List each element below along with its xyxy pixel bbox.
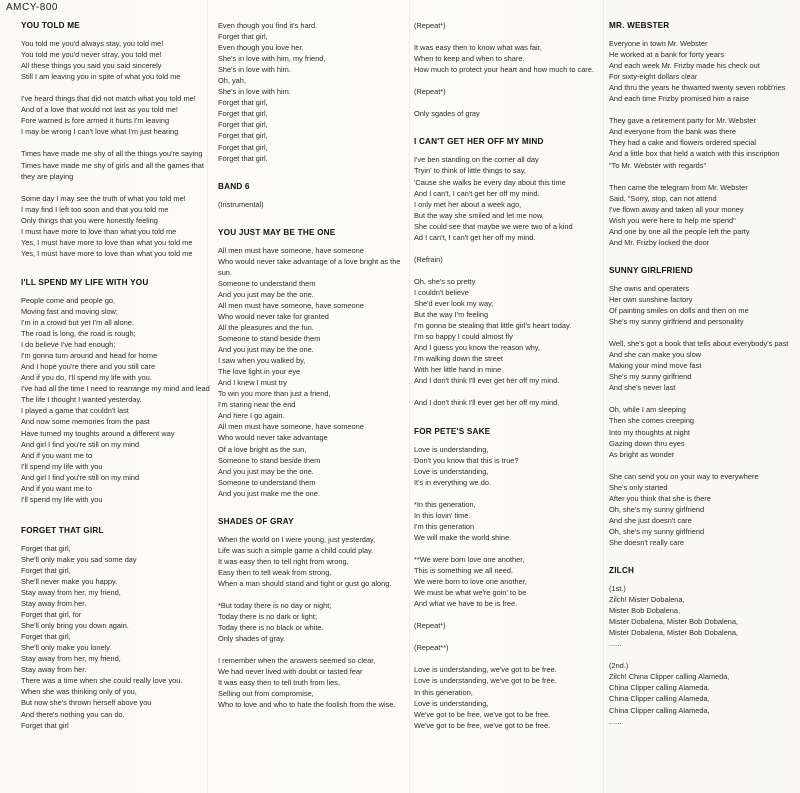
lyric-line: (2nd.) (609, 661, 629, 671)
lyric-line: And I don't think I'll ever get her off my mind. (414, 398, 560, 408)
song-section (414, 426, 604, 731)
lyric-line: And she's never last (609, 383, 676, 393)
lyric-line: Love is understanding, we've got to be free. (414, 676, 557, 686)
song-title: FORGET THAT GIRL (21, 525, 104, 535)
lyric-line: But the way I'm feeling (414, 310, 489, 320)
lyric-line: The road is long, the road is rough; (21, 329, 136, 339)
lyric-line: (Repeat*) (414, 87, 446, 97)
lyric-line: I'm walking down the street (414, 354, 503, 364)
lyric-line: She'll only bring you down again. (21, 621, 129, 631)
lyric-line: She's only started (609, 482, 668, 492)
lyric-line: With her little hand in mine (414, 365, 502, 375)
lyric-line: Someone to understand them (218, 477, 316, 487)
lyric-line: China Clipper calling Alameda. (609, 683, 710, 693)
lyric-line (609, 460, 797, 471)
lyric-line: All the pleasures and the fun. (218, 322, 314, 332)
lyric-line: Who would never take advantage of a love bright as the (218, 256, 401, 266)
lyric-line (414, 631, 604, 642)
lyric-line: Times have made me shy of girls and all the games that (21, 160, 204, 170)
lyric-line: She'll never make you happy. (21, 576, 118, 586)
lyric-line: Forget that girl, (21, 543, 71, 553)
lyric-line: We had never lived with doubt or tasted fear (218, 667, 363, 677)
lyric-line: Into my thoughts at night (609, 427, 690, 437)
lyric-line: And of a love that would not last as you told me! (21, 105, 178, 115)
lyric-line: Selling out from compromise, (218, 689, 314, 699)
lyric-line: All these things you said you said sincerely (21, 61, 162, 71)
lyric-line (414, 97, 604, 108)
lyric-line: Who to love and who to hate the foolish from the wise. (218, 700, 396, 710)
lyric-line: Then she comes creeping (609, 416, 695, 426)
lyric-line: Only sgades of gray (414, 109, 480, 119)
lyric-line: Oh, she's my sunny girlfriend (609, 526, 705, 536)
lyric-line: (Instrumental) (218, 199, 264, 209)
lyric-line: I may find I left too soon and that you told me (21, 204, 169, 214)
lyric-line: *But today there is no day or night; (218, 601, 332, 611)
lyric-line: Forget that girl, (21, 632, 71, 642)
lyric-line: I've flown away and taken all your money (609, 204, 744, 214)
lyric-line: I'm staring near the end (218, 400, 296, 410)
lyric-line (414, 243, 604, 254)
lyric-line: All men must have someone, have someone (218, 300, 364, 310)
lyric-line: In this generation, (414, 687, 473, 697)
lyric-line: Forget that girl, (21, 565, 71, 575)
lyric-line: Even though you love her. (218, 43, 304, 53)
lyric-line: Tryin' to think of little things to say, (414, 166, 526, 176)
lyric-line: Oh, she's so pretty (414, 276, 476, 286)
lyric-line: Zilch! China Clipper calling Alameda, (609, 672, 730, 682)
lyric-line: She'll only make you lonely. (21, 643, 112, 653)
lyric-line: For sixty-eight dollars clear (609, 72, 698, 82)
lyric-line: And I can't, I can't get her off my mind. (414, 188, 540, 198)
song-section (414, 136, 604, 408)
lyric-line: sun. (218, 267, 232, 277)
lyric-line: I've ben standing on the corner all day (414, 155, 539, 165)
lyric-line: I'm gonna turn around and head for home (21, 351, 158, 361)
lyric-line: I couldn't believe (414, 287, 469, 297)
lyric-line: Mister Bob Dobalena, (609, 606, 681, 616)
song-section (21, 277, 210, 505)
lyric-line: She's my sunny girlfriend and personality (609, 317, 744, 327)
lyric-line: She'd ever look my way, (414, 299, 494, 309)
song-section (218, 181, 408, 210)
lyric-line: There was a time when she could really love you. (21, 676, 183, 686)
lyric-line: Forget that girl, (218, 32, 268, 42)
lyric-line: We will make the world shine. (414, 532, 512, 542)
song-title: YOU TOLD ME (21, 21, 80, 30)
lyric-line: When she was thinking only of you, (21, 687, 137, 697)
lyric-line: And she can make you slow (609, 350, 702, 360)
lyric-line: All men must have someone, have someone (218, 422, 364, 432)
lyric-line: The life I thought I wanted yesterday. (21, 395, 142, 405)
lyric-line: Today there is no black or white. (218, 623, 324, 633)
lyric-line: ...... (609, 639, 622, 649)
lyric-line (609, 393, 797, 404)
lyric-line: I played a game that couldn't last (21, 406, 129, 416)
lyric-line (609, 649, 797, 660)
lyric-line: And now some memories from the past (21, 417, 150, 427)
lyric-line: (Refrain) (414, 254, 443, 264)
lyric-line: She owns and operaters (609, 283, 690, 293)
song-section (609, 565, 797, 727)
lyric-line: Forget that girl (21, 720, 69, 730)
lyric-line: I've had all the time I need to rearrange my mind and lead (21, 384, 210, 394)
lyric-line: But now she's thrown herself above you (21, 698, 152, 708)
lyric-line: We must be what we're goin' to be (414, 588, 527, 598)
lyric-line: *In this generation, (414, 499, 476, 509)
lyric-line: Forget that girl, (218, 109, 268, 119)
lyric-line: All men must have someone, have someone (218, 245, 364, 255)
lyric-line: She's in love with him. (218, 65, 291, 75)
lyric-line: Someone to understand them (218, 278, 316, 288)
lyric-line: People come and people go, (21, 295, 116, 305)
lyric-line: Have turned my toughts around a different way (21, 428, 175, 438)
lyric-line: She's my sunny girlfriend (609, 372, 692, 382)
song-section (21, 525, 206, 731)
song-section (218, 20, 408, 164)
lyric-line: Forget that girl, (218, 131, 268, 141)
lyric-line: China Clipper calling Alameda, (609, 705, 710, 715)
lyric-line: Love is understanding, we've got to be free. (414, 665, 557, 675)
lyric-line: Of a love bright as the sun, (218, 444, 307, 454)
lyric-line: You told me you'd always stay, you told me! (21, 39, 164, 48)
lyric-line: Said, "Sorry, stop, can not attend (609, 193, 717, 203)
lyric-line: And I hope you're there and you still care (21, 362, 156, 372)
lyric-line: I do believe I've had enough; (21, 340, 116, 350)
lyric-line: Forget that girl, (218, 98, 268, 108)
lyric-line: Stay away from her, my friend, (21, 588, 121, 598)
lyric-line: We were born to love one another, (414, 577, 527, 587)
lyric-line: I'll spend my life with you (21, 494, 103, 504)
song-section (609, 265, 797, 548)
lyric-line: Even though you find it's hard. (218, 21, 318, 30)
lyric-line: Today there is no dark or light; (218, 612, 318, 622)
lyric-line: How much to protect your heart and how much to care. (414, 65, 594, 75)
lyric-line: We've got to be free, we've got to be free. (414, 709, 551, 719)
lyric-line: Her own sunshine factory (609, 294, 693, 304)
lyric-line (218, 644, 408, 655)
lyric-line (414, 386, 604, 397)
lyric-line: He worked at a bank for forty years (609, 50, 725, 60)
lyric-line: And each week Mr. Frizby made his check out (609, 61, 760, 71)
lyric-line: I'll spend my life with you (21, 461, 103, 471)
lyric-line: Someone to stand beside them (218, 334, 321, 344)
lyric-line: They gave a retirement party for Mr. Webster (609, 116, 756, 126)
lyric-line: We've got to be free, we've got to be free. (414, 720, 551, 730)
lyric-line: Ad I can't, I can't get her off my mind. (414, 232, 536, 242)
lyric-line: Mister Dobalena, Mister Bob Dobalena, (609, 628, 738, 638)
lyric-line: (Repeat*) (414, 621, 446, 631)
lyric-line: Wish you were here to help me spend" (609, 215, 736, 225)
lyric-line: And I guess you know the reason why, (414, 343, 540, 353)
lyric-line: Someone to stand beside them (218, 455, 321, 465)
lyric-line: It was easy then to tell truth from lies, (218, 678, 340, 688)
fold-line (409, 0, 410, 793)
lyric-line: Still I am leaving you in spite of what you told me (21, 72, 181, 82)
lyric-line: "To Mr. Webster with regards" (609, 160, 707, 170)
lyric-line: Oh, she's my sunny girlfriend (609, 504, 705, 514)
lyric-line: I must have more to love than what you told me (21, 226, 177, 236)
lyric-line: It was easy then to tell right from wrong, (218, 556, 349, 566)
lyric-line: Forget that girl, for (21, 610, 82, 620)
lyric-line: **We were born love one another, (414, 554, 525, 564)
lyric-line: And girl I find you're still on my mind (21, 439, 140, 449)
lyric-line: She's in love with him, my friend, (218, 54, 326, 64)
lyric-line: Forget that girl. (218, 153, 268, 163)
lyric-line: Some day I may see the truth of what you told me! (21, 193, 186, 203)
lyric-line: They had a cake and flowers ordered special (609, 138, 757, 148)
lyric-line: And if you want me to (21, 450, 93, 460)
lyric-line: And if you do, I'll spend my life with you. (21, 373, 152, 383)
lyric-line: Then came the telegram from Mr. Webster (609, 182, 748, 192)
lyric-line: Well, she's got a book that tells about everybody's past (609, 339, 789, 349)
lyric-line: I only met her about a week ago, (414, 199, 522, 209)
lyric-line (414, 75, 604, 86)
lyric-line: they are playing (21, 171, 74, 181)
lyric-line: Love is understanding, (414, 444, 489, 454)
song-section (609, 20, 797, 248)
lyric-line (414, 609, 604, 620)
lyric-line: Everyone in town Mr. Webster (609, 39, 708, 48)
lyric-line: Gazing down thru eyes (609, 438, 685, 448)
lyric-line (21, 82, 206, 93)
lyric-line: Oh, while I am sleeping (609, 405, 686, 415)
lyric-line: Stay away from her. (21, 665, 87, 675)
lyric-line: And she just doesn't care (609, 515, 692, 525)
lyric-line: Only shades of gray. (218, 634, 286, 644)
lyric-line: ...... (609, 716, 622, 726)
lyric-line (414, 488, 604, 499)
lyrics-column-1 (21, 20, 210, 748)
lyric-line: And a little box that held a watch with this inscription (609, 149, 780, 159)
lyric-line: I may be wrong I can't love what I'm just hearing (21, 127, 179, 137)
lyric-line: And I knew I must try (218, 378, 288, 388)
lyric-line: You told me you'd never stray, you told me! (21, 50, 162, 60)
song-section (21, 20, 206, 259)
lyric-line: She could see that maybe we were two of a kind (414, 221, 573, 231)
lyric-line (414, 653, 604, 664)
lyric-line: Don't you know that this is true? (414, 455, 519, 465)
lyric-line: (Repeat**) (414, 643, 449, 653)
song-title: MR. WEBSTER (609, 21, 670, 30)
lyric-line: And if you want me to (21, 483, 93, 493)
lyric-line: (Repeat*) (414, 21, 446, 30)
lyric-line: When the world on I were young, just yesterday, (218, 534, 376, 544)
lyric-line: After you think that she is there (609, 493, 711, 503)
lyric-line: It's in everything we do. (414, 477, 491, 487)
song-section (218, 227, 408, 499)
lyric-line (21, 182, 206, 193)
lyric-line: Zilch! Mister Dobalena, (609, 595, 685, 605)
lyric-line: And there's nothing you can do. (21, 709, 125, 719)
lyric-line (414, 543, 604, 554)
lyric-line: Yes, I must have more to love than what you told me (21, 237, 193, 247)
lyric-line: (1st.) (609, 584, 626, 594)
song-title: I CAN'T GET HER OFF MY MIND (414, 137, 544, 147)
lyric-line (218, 589, 408, 600)
lyric-line: As bright as wonder (609, 449, 675, 459)
lyric-line (609, 104, 797, 115)
lyric-line: Who would never take advantage (218, 433, 328, 443)
lyric-line: Who would never take for granted (218, 311, 329, 321)
lyric-line: I'm gonna be stealing that little girl's heart today. (414, 321, 572, 331)
lyric-line: Forget that girl, (218, 120, 268, 130)
fold-line (207, 0, 208, 793)
lyric-line: In this lovin' time. (414, 510, 471, 520)
lyric-line: Only things that you were honestly feeling (21, 215, 158, 225)
lyric-line: I remember when the answers seemed so clear, (218, 656, 376, 666)
lyric-line: Stay away from her, my friend, (21, 654, 121, 664)
lyric-line: Love is understanding, (414, 698, 489, 708)
lyric-line: Love is understanding, (414, 466, 489, 476)
lyric-line: Oh, yah, (218, 76, 246, 86)
song-title: BAND 6 (218, 181, 250, 191)
song-section (414, 20, 604, 119)
lyric-line: And you just make me the one. (218, 488, 320, 498)
song-title: I'LL SPEND MY LIFE WITH YOU (21, 277, 149, 287)
lyric-line: And girl I find you're still on my mind (21, 472, 140, 482)
lyric-line (609, 327, 797, 338)
lyric-line: Of painting smiles on dolls and then on me (609, 305, 749, 315)
song-title: FOR PETE'S SAKE (414, 426, 491, 436)
lyric-line (609, 171, 797, 182)
song-section (218, 516, 408, 711)
lyric-line: 'Cause she walks be every day about this time (414, 177, 566, 187)
lyric-line: She can send you on your way to everywhere (609, 471, 759, 481)
song-title: SHADES OF GRAY (218, 516, 294, 526)
lyric-line: It was easy then to know what was fair, (414, 43, 542, 53)
lyrics-column-2 (218, 20, 408, 727)
song-title: ZILCH (609, 566, 635, 576)
lyric-line: And Mr. Frizby locked the door (609, 237, 710, 247)
lyrics-column-3 (414, 20, 604, 748)
lyric-line: And you just may be the one. (218, 289, 314, 299)
lyric-line: To win you more than just a friend, (218, 389, 331, 399)
lyric-line (414, 265, 604, 276)
lyric-line: The love light in your eye (218, 367, 301, 377)
lyric-line: Mister Dobalena, Mister Bob Dobalena, (609, 617, 738, 627)
lyric-line: She'll only make you sad some day (21, 554, 137, 564)
lyric-line: I'm this generation (414, 521, 475, 531)
lyric-line: This is something we all need. (414, 566, 514, 576)
song-title: SUNNY GIRLFRIEND (609, 265, 694, 275)
lyric-line: And you just may be the one. (218, 466, 314, 476)
lyric-line: Fore warned is fore armed it hurts I'm leaving (21, 116, 170, 126)
lyrics-column-4 (609, 20, 797, 744)
lyric-line: Moving fast and moving slow; (21, 306, 118, 316)
lyric-line: And here I go again. (218, 411, 285, 421)
lyric-line (414, 31, 604, 42)
lyric-line: She's in love with him. (218, 87, 291, 97)
lyric-line: Making your mind move fast (609, 361, 702, 371)
lyric-line: And I don't think I'll ever get her off my mind. (414, 376, 560, 386)
lyric-line: And thru the years he thwarted twenty seven robb'ries (609, 83, 786, 93)
catalog-number: AMCY-800 (6, 2, 58, 13)
lyric-line: China Clipper calling Alameda, (609, 694, 710, 704)
lyric-line: And everyone from the bank was there (609, 127, 736, 137)
lyric-line: And you just may be the one. (218, 345, 314, 355)
lyric-line: Life was such a simple game a child could play. (218, 545, 374, 555)
lyric-line: And what we have to be is free. (414, 599, 518, 609)
lyric-line: When to keep and when to share. (414, 54, 525, 64)
lyric-line: Times have made me shy of all the things you're saying (21, 149, 203, 159)
lyric-line: But the way she smiled and let me now, (414, 210, 544, 220)
lyric-line: And each time Frizby promised him a raise (609, 94, 750, 104)
lyric-line: She doesn't really care (609, 537, 684, 547)
lyric-line: When a man should stand and fight or gust go along. (218, 578, 392, 588)
lyric-line (21, 137, 206, 148)
lyric-line: I've heard things that did not match what you told me! (21, 94, 196, 104)
lyric-line: I saw when you walked by, (218, 356, 306, 366)
lyric-line: And one by one all the people left the party (609, 226, 750, 236)
lyric-line: I'm so happy I could almost fly (414, 332, 513, 342)
lyric-line: I'm in a crowd but yet I'm all alone. (21, 318, 134, 328)
lyric-line: Forget that girl, (218, 142, 268, 152)
lyric-line: Stay away from her. (21, 599, 87, 609)
lyric-line: Easy then to tell weak from strong, (218, 567, 332, 577)
lyric-line: Yes, I must have more to love than what you told me (21, 248, 193, 258)
song-title: YOU JUST MAY BE THE ONE (218, 227, 336, 237)
